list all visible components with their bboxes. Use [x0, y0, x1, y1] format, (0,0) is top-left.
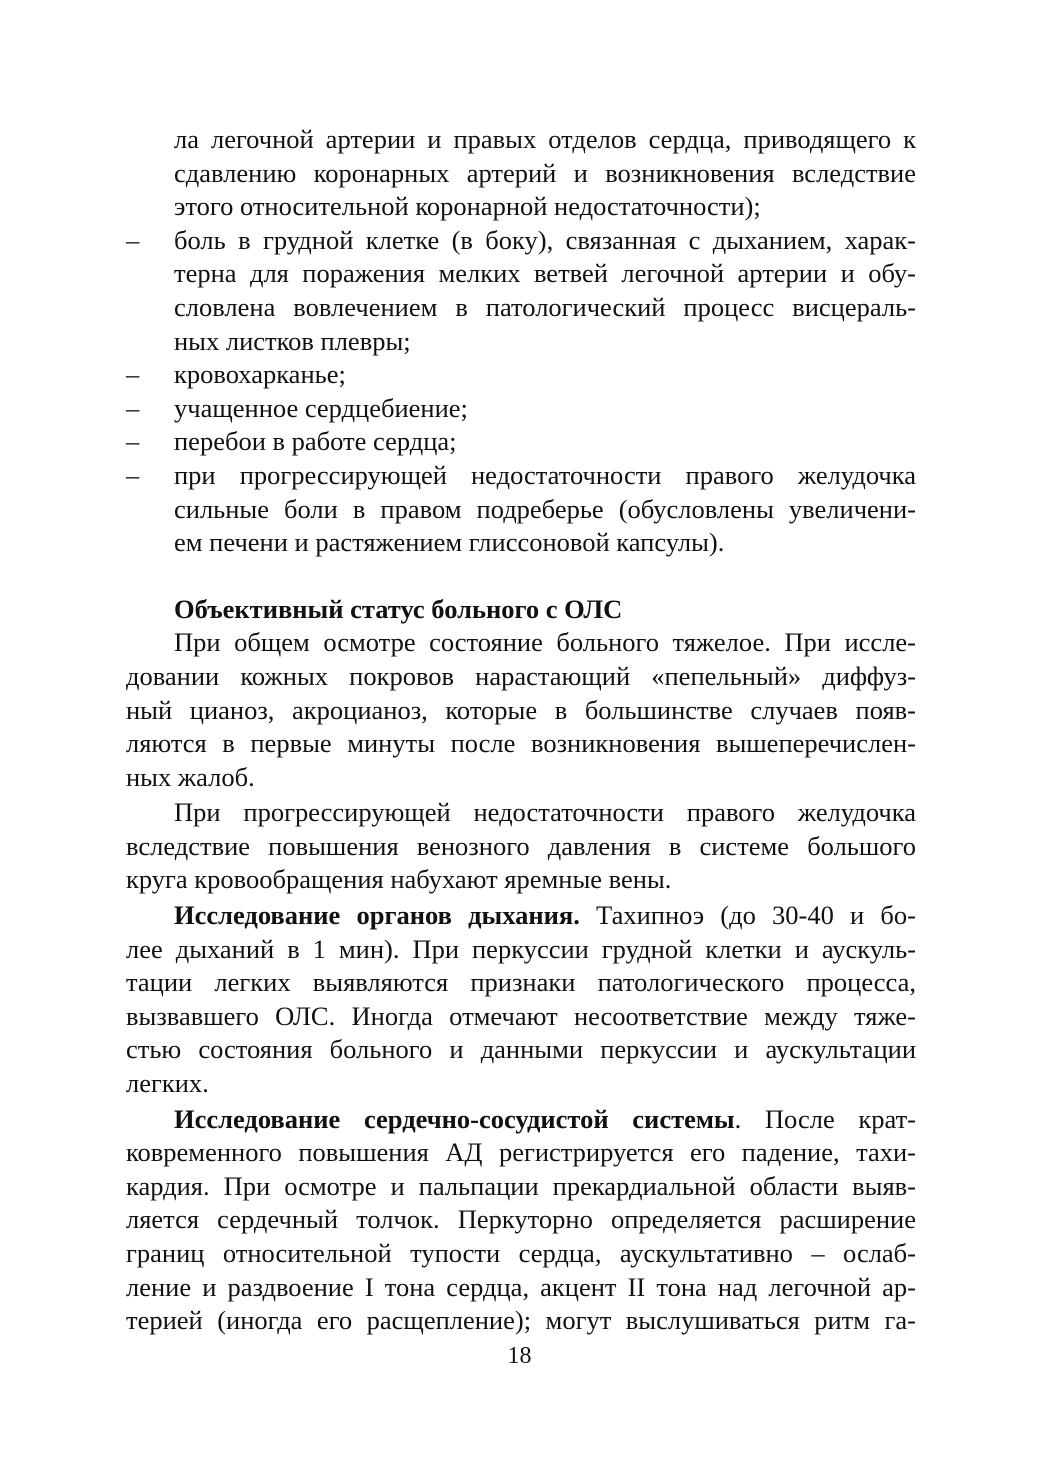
- text-line: круга кровообращения набухают яремные вены.: [126, 864, 672, 895]
- text-line: ла легочной артерии и правых отделов сердца, приводящего к: [174, 124, 916, 154]
- list-item-text: боль в грудной клетке (в боку), связанная с дыханием, харак-: [174, 224, 916, 255]
- text-line: ление и раздвоение I тона сердца, акцент II тона над легочной ар-: [126, 1271, 916, 1302]
- text-line: ляются в первые минуты после возникновения вышеперечислен-: [126, 728, 916, 759]
- page-body: [126, 123, 916, 1338]
- paragraph-lead-rest: . После крат-: [734, 1103, 916, 1134]
- text-line: ковременного повышения АД регистрируется его падение, тахи-: [126, 1137, 916, 1168]
- text-line: ляется сердечный толчок. Перкуторно определяется расширение: [126, 1204, 916, 1235]
- text-line: [126, 899, 916, 933]
- paragraph-lead-bold: Исследование сердечно-сосудистой системы: [174, 1103, 735, 1134]
- text-line: терией (иногда его расщепление); могут выслушиваться ритм га-: [126, 1305, 916, 1336]
- spacer: [126, 560, 916, 593]
- text-line: ных жалоб.: [126, 761, 255, 792]
- list-dash: –: [126, 426, 140, 457]
- text-line: сдавлению коронарных артерий и возникновения вследствие: [174, 157, 916, 188]
- intro-continuation: [126, 123, 916, 224]
- section-heading: Объективный статус больного с ОЛС: [174, 593, 623, 624]
- text-line: стью состояния больного и данными перкуссии и аускультации: [126, 1034, 916, 1065]
- paragraph-lead-rest: Тахипноэ (до 30-40 и бо-: [579, 900, 916, 931]
- paragraph-lead-bold: Исследование органов дыхания.: [174, 900, 580, 931]
- text-line: словлена вовлечением в патологический процесс висцераль-: [174, 291, 916, 322]
- list-dash: –: [126, 224, 140, 255]
- text-line: ный цианоз, акроцианоз, которые в большинстве случаев появ-: [126, 694, 916, 725]
- text-line: [126, 392, 916, 426]
- text-line: При прогрессирующей недостаточности правого желудочка: [174, 797, 916, 828]
- text-line: терна для поражения мелких ветвей легочной артерии и обу-: [174, 258, 916, 289]
- text-line: довании кожных покровов нарастающий «пепельный» диффуз-: [126, 660, 916, 691]
- list-item: [126, 358, 916, 392]
- text-line: [126, 358, 916, 392]
- text-line: сильные боли в правом подреберье (обусловлены увеличени-: [174, 493, 916, 524]
- text-line: [126, 224, 916, 258]
- text-line: ных листков плевры;: [174, 325, 411, 356]
- symptom-list: [126, 224, 916, 560]
- list-item: [126, 224, 916, 358]
- list-dash: –: [126, 392, 140, 423]
- text-line: [126, 1103, 916, 1137]
- list-item: [126, 392, 916, 426]
- text-line: этого относительной коронарной недостаточности);: [174, 191, 761, 222]
- page-number: 18: [507, 1343, 532, 1369]
- text-line: ем печени и растяжением глиссоновой капсулы).: [174, 527, 725, 558]
- text-line: При общем осмотре состояние больного тяжелое. При иссле-: [174, 627, 916, 658]
- text-line: [126, 425, 916, 459]
- text-line: [126, 459, 916, 493]
- list-item: [126, 459, 916, 560]
- list-item-text: при прогрессирующей недостаточности правого желудочка: [174, 459, 916, 490]
- text-line: границ относительной тупости сердца, аускультативно – ослаб-: [126, 1238, 916, 1268]
- text-line: легких.: [126, 1068, 209, 1099]
- list-item-text: кровохарканье;: [174, 359, 346, 390]
- list-item: [126, 425, 916, 459]
- paragraph-jugular-veins: [126, 796, 916, 897]
- list-item-text: перебои в работе сердца;: [174, 426, 457, 457]
- list-dash: –: [126, 359, 140, 390]
- text-line: лее дыханий в 1 мин). При перкуссии грудной клетки и аускуль-: [126, 933, 916, 964]
- text-line: вызвавшего ОЛС. Иногда отмечают несоответствие между тяже-: [126, 1000, 916, 1031]
- text-line: тации легких выявляются признаки патологического процесса,: [126, 967, 916, 998]
- list-dash: –: [126, 459, 140, 490]
- list-item-text: учащенное сердцебиение;: [174, 392, 468, 423]
- paragraph-general-exam: [126, 626, 916, 794]
- paragraph-respiratory: [126, 899, 916, 1101]
- text-line: кардия. При осмотре и пальпации прекардиальной области выяв-: [126, 1170, 916, 1201]
- text-line: вследствие повышения венозного давления в системе большого: [126, 830, 916, 861]
- paragraph-cardiovascular: [126, 1103, 916, 1338]
